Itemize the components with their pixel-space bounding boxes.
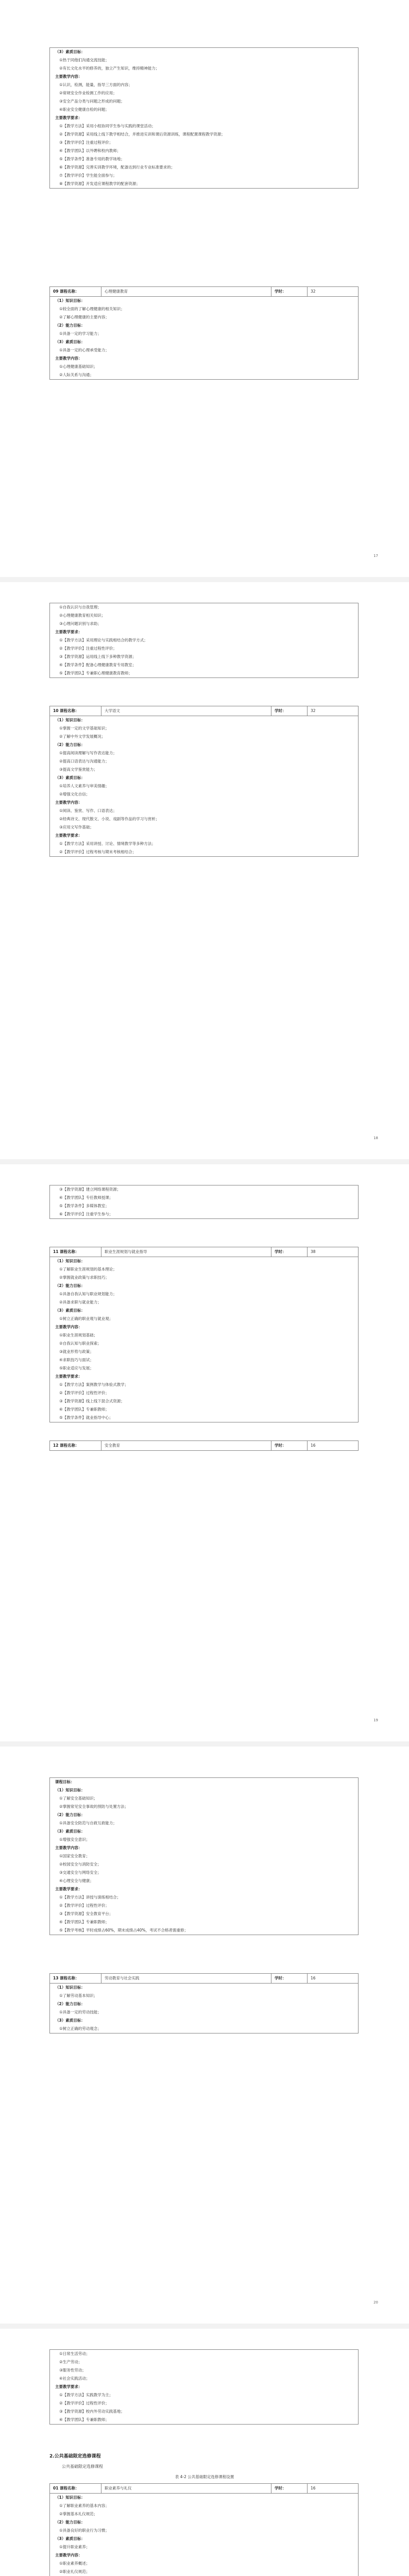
content-line: ②校园安全与消防安全；	[59, 1862, 101, 1867]
course-name-label: 10 课程名称：	[50, 706, 101, 716]
content-line: ③【教学资源】线上线下混合式资源；	[59, 1399, 125, 1403]
content-line: ②心理健康教育相关知识；	[59, 613, 106, 618]
content-line: ①【教学方法】案例教学与体验式教学；	[59, 1382, 129, 1387]
section-label: 主要教学内容：	[55, 2553, 82, 2557]
content-line: ①树立正确的劳动观念；	[59, 2026, 101, 2031]
course-name: 安全教育	[101, 1441, 271, 1450]
course-table-continued	[49, 2349, 359, 2425]
content-line: ①提升职业素养；	[59, 2545, 90, 2549]
content-line: ①自我认识与自我管理；	[59, 605, 101, 609]
content-line: ④社会实践活动；	[59, 2376, 90, 2381]
course-body	[50, 48, 358, 188]
course-body	[50, 2494, 358, 2576]
content-line: ④【教学团队】专兼职教师；	[59, 1407, 109, 1412]
content-line: ②常规安全作业检测工作的应用；	[59, 91, 117, 95]
content-line: ①具备良好的职业行为习惯；	[59, 2528, 109, 2533]
course-name: 大学语文	[101, 706, 271, 716]
hours-value: 16	[311, 1976, 316, 1980]
content-line: ④【教学团队】以外聘和校内教师；	[59, 148, 121, 153]
content-line: ①【教学方法】讲授与演练相结合；	[59, 1895, 121, 1900]
section-label: 主要教学内容：	[55, 1845, 82, 1850]
section-label: 主要教学要求：	[55, 1374, 82, 1379]
content-line: ②【教学评价】过程性评价；	[59, 1903, 109, 1908]
content-line: ⑤【教学条件】准备专用的教学场地；	[59, 157, 125, 161]
content-line: ①了解安全基础知识；	[59, 1796, 98, 1801]
content-line: ③【教学评价】注重过程评价；	[59, 140, 113, 145]
page-gap	[0, 1159, 409, 1164]
content-line: ③交通安全与网络安全；	[59, 1870, 101, 1875]
course-body	[50, 603, 358, 677]
page-3	[0, 1164, 409, 1741]
content-line: ①具备一定的劳动技能；	[59, 2010, 101, 2014]
section-label: 主要教学内容：	[55, 800, 82, 805]
course-name-label: 13 课程名称：	[50, 1974, 101, 1983]
section-label: （3）素质目标：	[55, 2536, 85, 2541]
page-number: 20	[373, 2300, 378, 2304]
course-name-label: 11 课程名称：	[50, 1247, 101, 1257]
course-name: 职业生涯规划与就业指导	[101, 1247, 271, 1257]
page-gap	[0, 1741, 409, 1747]
content-line: ①认识，检测，能量，指导三方面的内容；	[59, 82, 132, 87]
course-header	[50, 287, 358, 297]
course-body	[50, 1984, 358, 2033]
content-line: ③提高文学鉴赏能力；	[59, 767, 98, 772]
course-table-continued	[49, 603, 359, 678]
content-line: ①了解劳动基本知识；	[59, 1993, 98, 1998]
section-label: （2）能力目标：	[55, 742, 85, 747]
content-line: ①心理健康基础知识；	[59, 364, 98, 369]
hours-label: 学时：	[271, 1974, 308, 1983]
page-number: 17	[373, 554, 378, 558]
hours-label: 学时：	[271, 1441, 308, 1450]
content-line: ②提高口语表达与沟通能力；	[59, 759, 109, 764]
content-line: ④【教学团队】专任教师授课；	[59, 1195, 113, 1200]
content-line: ①具备安全防范与自救互救能力；	[59, 1821, 117, 1825]
content-line: ①树立正确的职业观与就业观；	[59, 1316, 113, 1321]
course-table-etiquette	[49, 2483, 359, 2576]
content-line: ①阅读、鉴赏、写作、口语表达；	[59, 808, 117, 813]
section-label: 主要教学要求：	[55, 1887, 82, 1891]
section-label: 主要教学内容：	[55, 74, 82, 79]
content-line: ④【教学条件】配备心理健康教育专用教室；	[59, 663, 137, 667]
page-number: 19	[373, 1718, 378, 1722]
content-line: ⑦【教学评价】学生能全面参与；	[59, 173, 117, 178]
content-line: ①增强安全意识；	[59, 1837, 90, 1842]
content-line: ①提高阅读理解与写作表达能力；	[59, 751, 117, 755]
page-number: 18	[373, 1136, 378, 1140]
content-line: ①【教学方法】采用小组协同学生参与实践的课堂活动；	[59, 124, 156, 128]
content-line: ①掌握一定的文学基础知识；	[59, 726, 109, 731]
content-line: ①国家安全教育；	[59, 1854, 90, 1858]
section-label: （3）素质目标：	[55, 775, 85, 780]
section-label: （3）素质目标：	[55, 340, 85, 344]
content-line: ②增强文化自信；	[59, 792, 90, 796]
content-line: ①【教学方法】采用讲授、讨论、情境教学等多种方法；	[59, 841, 156, 846]
hours-label: 学时：	[271, 706, 308, 716]
hours-value: 16	[311, 2486, 316, 2490]
hours-label: 学时：	[271, 1247, 308, 1257]
content-line: ①了解职业生涯规划的基本理论；	[59, 1267, 117, 1272]
content-line: ④【教学团队】专兼职教师；	[59, 1920, 109, 1924]
content-line: ③【教学资源】建立网络课程资源；	[59, 1187, 121, 1192]
content-line: ⑧【教学资源】开发适应课程教学的配套资源；	[59, 181, 140, 186]
course-header	[50, 1441, 358, 1450]
course-table-mental-health	[49, 286, 359, 380]
section-label: （2）能力目标：	[55, 1283, 85, 1288]
section-label: 课程目标：	[55, 1780, 75, 1784]
content-line: ②【教学评价】注重过程性评价；	[59, 646, 117, 651]
course-body	[50, 1185, 358, 1218]
content-line: ③应用文写作基础；	[59, 825, 94, 829]
content-line: ①培养人文素养与审美情趣；	[59, 784, 109, 788]
course-name-label: 01 课程名称：	[50, 2484, 101, 2493]
course-header	[50, 1974, 358, 1984]
section-subheading: 公共基础限定选修课程	[62, 2464, 103, 2469]
content-line: ②经典诗文、现代散文、小说、戏剧等作品的学习与赏析；	[59, 817, 160, 821]
content-line: ②生产劳动；	[59, 2360, 82, 2364]
course-header	[50, 1247, 358, 1257]
course-body	[50, 1257, 358, 1422]
content-line: ①热于同他们沟通交流技能；	[59, 58, 109, 62]
content-line: ⑤【教学条件】多媒体教室；	[59, 1204, 109, 1208]
course-table-continued	[49, 47, 359, 189]
page-1	[0, 0, 409, 577]
course-table-labor	[49, 1973, 359, 2033]
content-line: ④求职技巧与面试；	[59, 1358, 94, 1362]
content-line: ①【教学方法】实践教学为主；	[59, 2393, 113, 2397]
hours-value: 38	[311, 1249, 316, 1254]
content-line: ①职业生涯规划基础；	[59, 1333, 98, 1337]
content-line: ①具备一定的学习能力；	[59, 331, 101, 336]
page-4	[0, 1747, 409, 2324]
content-line: ①职业素养概述；	[59, 2561, 90, 2566]
page-gap	[0, 2324, 409, 2329]
content-line: ①具备一定的心理承受能力；	[59, 348, 109, 352]
hours-label: 学时：	[271, 287, 308, 296]
hours-value: 32	[311, 708, 316, 713]
content-line: ⑥【教学评价】注重学生参与；	[59, 1212, 113, 1216]
section-label: （2）能力目标：	[55, 2002, 85, 2006]
course-table-safety	[49, 1440, 359, 1451]
section-label: （2）能力目标：	[55, 1812, 85, 1817]
section-label: （1）知识目标：	[55, 718, 85, 722]
course-body	[50, 297, 358, 379]
course-table-continued	[49, 1777, 359, 1935]
content-line: ②职业礼仪规范；	[59, 2569, 90, 2574]
content-line: ②掌握常见安全事故的预防与处置方法；	[59, 1804, 129, 1809]
content-line: ②具备求职与就业能力；	[59, 1300, 101, 1304]
section-label: （2）能力目标：	[55, 2520, 85, 2524]
course-name: 心理健康教育	[101, 287, 271, 296]
content-line: ③就业形势与政策；	[59, 1349, 94, 1354]
content-line: ⑤职业适应与发展；	[59, 1366, 94, 1370]
section-label: （3）素质目标：	[55, 1829, 85, 1834]
section-label: （3）素质目标：	[55, 2018, 85, 2023]
content-line: ①较全面的了解心理健康的相关知识；	[59, 307, 125, 311]
content-line: ②了解中外文学发展概况；	[59, 734, 106, 739]
content-line: ②【教学评价】过程性评价；	[59, 1391, 109, 1395]
hours-label: 学时：	[271, 2484, 308, 2493]
content-line: ③服务性劳动；	[59, 2368, 86, 2372]
section-label: （1）知识目标：	[55, 2495, 85, 2500]
course-name: 劳动教育与社会实践	[101, 1974, 271, 1983]
content-line: ⑤【教学考核】平时成绩占60%，期末成绩占40%，考试不合格者需重修；	[59, 1928, 189, 1933]
page-2	[0, 582, 409, 1159]
content-line: ②掌握就业政策与求职技巧；	[59, 1275, 109, 1280]
content-line: ⑤【教学条件】就业指导中心；	[59, 1415, 113, 1420]
content-line: ④【教学团队】专兼职教师；	[59, 2417, 109, 2422]
content-line: ②了解心理健康的主要内容；	[59, 315, 109, 319]
course-table-continued	[49, 1185, 359, 1219]
page-5	[0, 2329, 409, 2576]
course-body	[50, 716, 358, 856]
section-label: 主要教学内容：	[55, 356, 82, 361]
content-line: ③【教学资源】运用线上线下多种教学资源；	[59, 654, 137, 659]
section-label: 主要教学内容：	[55, 1325, 82, 1329]
content-line: ④职业安全健康自检的问题；	[59, 107, 109, 112]
content-line: ②【教学评价】过程性评价；	[59, 2401, 109, 2405]
content-line: ⑤【教学团队】专兼职心理健康教育教师；	[59, 671, 132, 675]
course-header	[50, 2484, 358, 2494]
content-line: ①日常生活劳动；	[59, 2351, 90, 2356]
course-body	[50, 1778, 358, 1935]
content-line: ①具备自我认知与职业规划能力；	[59, 1292, 117, 1296]
content-line: ②【教学资源】采用线上线下教学相结合，并推进实训和课后资源训练，课程配置课程教学资源；	[59, 132, 225, 137]
content-line: ③心理问题识别与求助；	[59, 621, 101, 626]
content-line: ③【教学资源】校内外劳动实践基地；	[59, 2409, 125, 2414]
content-line: ⑥【教学资源】完善实训教学环境，配备达到行业专业标准要求的；	[59, 165, 175, 170]
course-body	[50, 2350, 358, 2424]
table-caption: 表 4-2 公共基础限定选修课程设置	[175, 2475, 234, 2479]
content-line: ②掌握基本礼仪规范；	[59, 2512, 98, 2516]
course-name-label: 09 课程名称：	[50, 287, 101, 296]
course-header	[50, 706, 358, 716]
section-label: （1）知识目标：	[55, 1985, 85, 1990]
section-label: （2）能力目标：	[55, 323, 85, 328]
section-label: （1）知识目标：	[55, 1259, 85, 1263]
content-line: ②【教学评价】过程考核与期末考核相结合；	[59, 850, 137, 854]
hours-value: 32	[311, 289, 316, 294]
section-heading: 2.公共基础限定选修课程	[49, 2454, 101, 2459]
section-label: （1）知识目标：	[55, 298, 85, 303]
section-label: 主要教学要求：	[55, 833, 82, 838]
section-label: （1）知识目标：	[55, 1788, 85, 1792]
content-line: ③【教学资源】安全教育平台；	[59, 1911, 113, 1916]
section-label: 主要教学要求：	[55, 2384, 82, 2389]
content-line: ①了解职业素养的基本内容；	[59, 2503, 109, 2508]
course-name-label: 12 课程名称：	[50, 1441, 101, 1450]
course-table-chinese	[49, 706, 359, 857]
content-line: ②人际关系与沟通；	[59, 372, 94, 377]
section-label: 主要教学要求：	[55, 630, 82, 634]
course-name: 职业素养与礼仪	[101, 2484, 271, 2493]
hours-value: 16	[311, 1443, 316, 1448]
content-line: ②自我认知与职业探索；	[59, 1341, 101, 1346]
section-label: （3）素质目标：	[55, 49, 85, 54]
content-line: ③安全产品分类与问题之形成的问题；	[59, 99, 125, 104]
content-line: ②有长文化水平的修养的，独立产生知识，维持精神能力；	[59, 66, 160, 71]
page-gap	[0, 577, 409, 582]
course-table-career	[49, 1247, 359, 1422]
content-line: ④心理安全与健康；	[59, 1878, 94, 1883]
section-label: （3）素质目标：	[55, 1308, 85, 1313]
section-label: 主要教学要求：	[55, 115, 82, 120]
content-line: ①【教学方法】采用理论与实践相结合的教学方式；	[59, 638, 148, 642]
